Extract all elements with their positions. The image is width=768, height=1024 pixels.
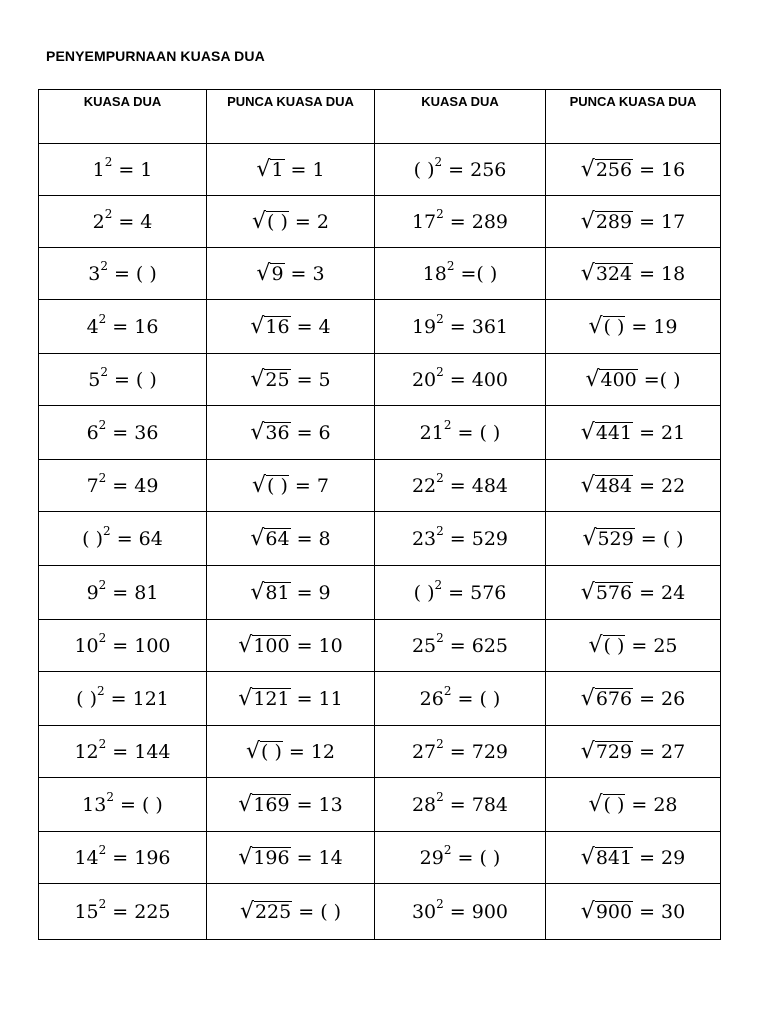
square-result: = 81 <box>112 581 159 604</box>
square-base: 20 <box>411 368 437 391</box>
root-result: = 16 <box>639 158 686 181</box>
radical-sign-icon: √ <box>245 738 260 764</box>
square-root-cell <box>207 620 375 672</box>
square-result: = 1 <box>118 158 153 181</box>
radicand: 289 <box>595 210 633 233</box>
root-result: = 19 <box>631 315 678 338</box>
radicand: 441 <box>595 421 633 444</box>
square-cell <box>375 354 546 406</box>
square-cell <box>375 248 546 300</box>
square-root-cell <box>207 832 375 884</box>
exponent: 2 <box>436 737 444 752</box>
radicand: 121 <box>253 687 290 710</box>
exponent: 2 <box>443 418 452 433</box>
radical-expression <box>250 313 290 339</box>
square-root-cell <box>207 778 375 832</box>
radical-sign-icon: √ <box>580 898 595 924</box>
square-root-cell <box>546 196 721 248</box>
square-cell <box>375 832 546 884</box>
square-result: = ( ) <box>113 368 157 391</box>
exponent: 2 <box>98 471 107 486</box>
square-result: = 484 <box>449 474 509 497</box>
radicand: 16 <box>265 315 290 338</box>
table-row <box>39 672 721 726</box>
square-cell <box>375 460 546 512</box>
root-result: = 8 <box>296 527 331 550</box>
root-result: = 18 <box>639 262 686 285</box>
exponent: 2 <box>103 524 111 539</box>
square-root-cell <box>546 672 721 726</box>
square-base: 17 <box>411 210 437 233</box>
radicand: ( ) <box>267 210 288 233</box>
radicand: 100 <box>253 634 290 657</box>
square-result: = 400 <box>449 368 509 391</box>
square-base: 7 <box>86 474 99 497</box>
square-base: 27 <box>411 740 437 763</box>
radical-sign-icon: √ <box>580 738 595 764</box>
radical-expression <box>580 844 633 870</box>
radical-sign-icon: √ <box>588 791 603 817</box>
root-result: = 7 <box>294 474 329 497</box>
square-base: 15 <box>74 900 99 923</box>
square-result: = 4 <box>118 210 153 233</box>
square-result: = 64 <box>116 527 163 550</box>
square-base: 29 <box>419 846 444 869</box>
exponent: 2 <box>106 790 114 805</box>
square-cell <box>375 144 546 196</box>
square-base: 12 <box>74 740 99 763</box>
square-base: 9 <box>86 581 99 604</box>
square-cell <box>39 460 207 512</box>
radicand: ( ) <box>603 315 625 338</box>
square-result: = ( ) <box>457 687 501 710</box>
exponent: 2 <box>434 155 443 170</box>
square-result: = 196 <box>112 846 171 869</box>
radical-sign-icon: √ <box>250 419 265 445</box>
square-root-cell <box>546 620 721 672</box>
square-base: 10 <box>74 634 99 657</box>
square-cell <box>39 620 207 672</box>
radicand: ( ) <box>603 793 625 816</box>
square-result: = 144 <box>112 740 171 763</box>
square-root-cell <box>546 144 721 196</box>
square-root-cell <box>546 300 721 354</box>
radical-expression <box>588 313 625 339</box>
radical-expression <box>580 579 633 605</box>
square-result: = 256 <box>448 158 507 181</box>
square-result: = ( ) <box>120 793 163 816</box>
square-cell <box>39 884 207 940</box>
radical-expression <box>580 208 633 234</box>
exponent: 2 <box>100 259 108 274</box>
radical-sign-icon: √ <box>580 579 595 605</box>
radical-expression <box>580 738 633 764</box>
radical-expression <box>580 156 633 182</box>
square-cell <box>375 300 546 354</box>
root-result: = 2 <box>294 210 329 233</box>
square-base: 4 <box>86 315 99 338</box>
square-root-cell <box>546 726 721 778</box>
square-base: 23 <box>411 527 437 550</box>
square-base: ( ) <box>413 581 435 604</box>
square-cell <box>39 672 207 726</box>
root-result: = 29 <box>639 846 686 869</box>
radical-sign-icon: √ <box>252 208 267 234</box>
square-cell <box>39 406 207 460</box>
radical-sign-icon: √ <box>585 366 600 392</box>
root-result: =( ) <box>643 368 681 391</box>
root-result: = 6 <box>296 421 331 444</box>
square-cell <box>375 672 546 726</box>
radicand: 225 <box>254 900 292 923</box>
square-result: = 225 <box>112 900 171 923</box>
square-base: ( ) <box>76 687 97 710</box>
exponent: 2 <box>104 207 113 222</box>
exponent: 2 <box>434 578 443 593</box>
radical-sign-icon: √ <box>256 260 271 286</box>
root-result: = 3 <box>290 262 325 285</box>
square-cell <box>375 726 546 778</box>
radical-expression <box>580 472 633 498</box>
exponent: 2 <box>98 843 107 858</box>
radical-sign-icon: √ <box>580 844 595 870</box>
worksheet-title: PENYEMPURNAAN KUASA DUA <box>46 48 265 64</box>
square-root-cell <box>207 144 375 196</box>
square-root-cell <box>207 300 375 354</box>
table-row <box>39 300 721 354</box>
radical-sign-icon: √ <box>588 313 603 339</box>
radical-expression <box>585 366 637 392</box>
radical-expression <box>580 685 633 711</box>
square-cell <box>39 566 207 620</box>
square-base: 28 <box>411 793 437 816</box>
radical-sign-icon: √ <box>580 685 595 711</box>
radicand: ( ) <box>261 740 282 763</box>
radical-sign-icon: √ <box>250 313 265 339</box>
square-result: = 361 <box>449 315 509 338</box>
table-row <box>39 248 721 300</box>
square-result: = 289 <box>449 210 509 233</box>
square-base: 5 <box>88 368 101 391</box>
radical-sign-icon: √ <box>238 685 253 711</box>
root-result: = ( ) <box>298 900 342 923</box>
square-result: = 576 <box>448 581 507 604</box>
radical-expression <box>580 419 633 445</box>
square-result: =( ) <box>460 262 498 285</box>
square-base: 22 <box>411 474 437 497</box>
root-result: = 14 <box>296 846 343 869</box>
square-root-cell <box>207 512 375 566</box>
square-result: = ( ) <box>113 262 157 285</box>
radical-expression <box>238 685 290 711</box>
radicand: 529 <box>597 527 634 550</box>
root-result: = 17 <box>639 210 686 233</box>
radicand: 729 <box>595 740 633 763</box>
square-root-cell <box>207 406 375 460</box>
root-result: = 4 <box>296 315 331 338</box>
exponent: 2 <box>443 843 452 858</box>
square-base: 6 <box>86 421 99 444</box>
square-cell <box>375 566 546 620</box>
radicand: 576 <box>595 581 633 604</box>
square-root-cell <box>546 406 721 460</box>
radical-sign-icon: √ <box>588 632 603 658</box>
square-base: ( ) <box>413 158 435 181</box>
radicand: 1 <box>271 158 284 181</box>
square-root-cell <box>207 460 375 512</box>
radical-sign-icon: √ <box>582 525 597 551</box>
header-row <box>39 90 721 144</box>
exponent: 2 <box>443 684 452 699</box>
root-result: = 11 <box>296 687 343 710</box>
radical-expression <box>245 738 283 764</box>
square-base: 25 <box>411 634 437 657</box>
table-row <box>39 726 721 778</box>
radical-expression <box>256 156 284 182</box>
radicand: 324 <box>595 262 633 285</box>
square-cell <box>375 512 546 566</box>
radical-sign-icon: √ <box>580 208 595 234</box>
square-result: = 900 <box>449 900 509 923</box>
root-result: = 30 <box>639 900 686 923</box>
exponent: 2 <box>436 897 444 912</box>
square-result: = 729 <box>449 740 509 763</box>
square-cell <box>375 778 546 832</box>
square-result: = 16 <box>112 315 159 338</box>
root-result: = 12 <box>288 740 336 763</box>
square-cell <box>39 354 207 406</box>
root-result: = 13 <box>296 793 343 816</box>
radical-sign-icon: √ <box>256 156 271 182</box>
square-cell <box>375 196 546 248</box>
square-cell <box>39 144 207 196</box>
header-squares-2: KUASA DUA <box>375 90 546 144</box>
square-root-cell <box>546 512 721 566</box>
exponent: 2 <box>104 155 113 170</box>
table-row <box>39 354 721 406</box>
exponent: 2 <box>98 737 107 752</box>
radicand: 841 <box>595 846 633 869</box>
root-result: = 28 <box>631 793 678 816</box>
radicand: 81 <box>265 581 290 604</box>
header-squares-1: KUASA DUA <box>39 90 207 144</box>
radical-sign-icon: √ <box>250 579 265 605</box>
radical-expression <box>252 472 289 498</box>
root-result: = 24 <box>639 581 686 604</box>
root-result: = 21 <box>639 421 686 444</box>
radicand: 676 <box>595 687 633 710</box>
square-cell <box>39 778 207 832</box>
radical-expression <box>580 260 633 286</box>
table-row <box>39 144 721 196</box>
table-row <box>39 832 721 884</box>
exponent: 2 <box>436 471 444 486</box>
square-base: 2 <box>92 210 105 233</box>
root-result: = 25 <box>631 634 678 657</box>
radical-expression <box>250 579 290 605</box>
radical-sign-icon: √ <box>238 632 253 658</box>
square-base: 30 <box>411 900 437 923</box>
exponent: 2 <box>97 684 105 699</box>
square-result: = 784 <box>449 793 509 816</box>
radicand: 900 <box>595 900 633 923</box>
square-base: 14 <box>74 846 99 869</box>
square-base: 26 <box>419 687 444 710</box>
table-row <box>39 512 721 566</box>
radical-expression <box>580 898 633 924</box>
square-cell <box>375 406 546 460</box>
radical-expression <box>588 632 625 658</box>
radical-sign-icon: √ <box>580 156 595 182</box>
squares-table <box>38 89 721 940</box>
square-result: = ( ) <box>457 421 501 444</box>
square-root-cell <box>546 566 721 620</box>
radical-sign-icon: √ <box>239 898 254 924</box>
square-root-cell <box>207 726 375 778</box>
square-result: = 36 <box>112 421 159 444</box>
square-base: 3 <box>88 262 101 285</box>
radicand: ( ) <box>603 634 625 657</box>
exponent: 2 <box>436 312 444 327</box>
square-root-cell <box>546 354 721 406</box>
root-result: = 27 <box>639 740 686 763</box>
square-root-cell <box>207 566 375 620</box>
square-cell <box>39 512 207 566</box>
square-result: = 49 <box>112 474 159 497</box>
radical-expression <box>588 791 625 817</box>
radical-expression <box>239 898 292 924</box>
square-base: 13 <box>82 793 107 816</box>
table-row <box>39 620 721 672</box>
root-result: = 22 <box>639 474 686 497</box>
square-result: = 529 <box>449 527 509 550</box>
exponent: 2 <box>436 365 444 380</box>
exponent: 2 <box>446 259 455 274</box>
radical-sign-icon: √ <box>250 366 265 392</box>
radical-expression <box>256 260 284 286</box>
square-root-cell <box>207 248 375 300</box>
table-row <box>39 460 721 512</box>
square-base: 21 <box>419 421 444 444</box>
radical-sign-icon: √ <box>580 260 595 286</box>
exponent: 2 <box>98 312 107 327</box>
root-result: = 5 <box>296 368 331 391</box>
root-result: = 26 <box>639 687 686 710</box>
exponent: 2 <box>98 897 107 912</box>
square-result: = 121 <box>110 687 169 710</box>
table-row <box>39 196 721 248</box>
table-row <box>39 778 721 832</box>
radical-sign-icon: √ <box>238 844 253 870</box>
radicand: 196 <box>253 846 290 869</box>
radical-expression <box>238 844 290 870</box>
exponent: 2 <box>98 578 107 593</box>
radicand: 400 <box>600 368 637 391</box>
exponent: 2 <box>436 790 444 805</box>
radical-expression <box>252 208 289 234</box>
square-base: 18 <box>422 262 447 285</box>
header-roots-1: PUNCA KUASA DUA <box>207 90 375 144</box>
radicand: 9 <box>271 262 284 285</box>
exponent: 2 <box>436 631 444 646</box>
square-cell <box>39 196 207 248</box>
radical-expression <box>582 525 634 551</box>
radicand: 36 <box>265 421 290 444</box>
square-base: 19 <box>411 315 437 338</box>
radicand: 169 <box>253 793 290 816</box>
radical-expression <box>238 632 290 658</box>
radical-expression <box>238 791 290 817</box>
square-cell <box>39 300 207 354</box>
radical-sign-icon: √ <box>580 419 595 445</box>
square-result: = ( ) <box>457 846 501 869</box>
square-root-cell <box>546 778 721 832</box>
exponent: 2 <box>98 418 107 433</box>
exponent: 2 <box>100 365 108 380</box>
radical-expression <box>250 366 290 392</box>
exponent: 2 <box>98 631 107 646</box>
square-root-cell <box>207 884 375 940</box>
radical-sign-icon: √ <box>580 472 595 498</box>
radical-sign-icon: √ <box>252 472 267 498</box>
radicand: 64 <box>265 527 290 550</box>
radicand: 256 <box>595 158 633 181</box>
square-cell <box>39 726 207 778</box>
table-row <box>39 406 721 460</box>
root-result: = 10 <box>296 634 343 657</box>
square-root-cell <box>207 672 375 726</box>
radicand: 25 <box>265 368 290 391</box>
square-result: = 100 <box>112 634 171 657</box>
radical-expression <box>250 525 290 551</box>
square-cell <box>39 832 207 884</box>
table-row <box>39 884 721 940</box>
root-result: = ( ) <box>640 527 684 550</box>
square-result: = 625 <box>449 634 509 657</box>
square-base: 1 <box>92 158 105 181</box>
radical-expression <box>250 419 290 445</box>
root-result: = 9 <box>296 581 331 604</box>
square-root-cell <box>546 460 721 512</box>
exponent: 2 <box>436 524 444 539</box>
table-row <box>39 566 721 620</box>
square-cell <box>375 620 546 672</box>
square-root-cell <box>207 354 375 406</box>
square-root-cell <box>207 196 375 248</box>
radical-sign-icon: √ <box>250 525 265 551</box>
radicand: 484 <box>595 474 633 497</box>
root-result: = 1 <box>290 158 325 181</box>
square-cell <box>39 248 207 300</box>
header-roots-2: PUNCA KUASA DUA <box>546 90 721 144</box>
square-root-cell <box>546 248 721 300</box>
radicand: ( ) <box>267 474 288 497</box>
square-cell <box>375 884 546 940</box>
exponent: 2 <box>436 207 444 222</box>
square-base: ( ) <box>82 527 104 550</box>
square-root-cell <box>546 832 721 884</box>
square-root-cell <box>546 884 721 940</box>
radical-sign-icon: √ <box>238 791 253 817</box>
